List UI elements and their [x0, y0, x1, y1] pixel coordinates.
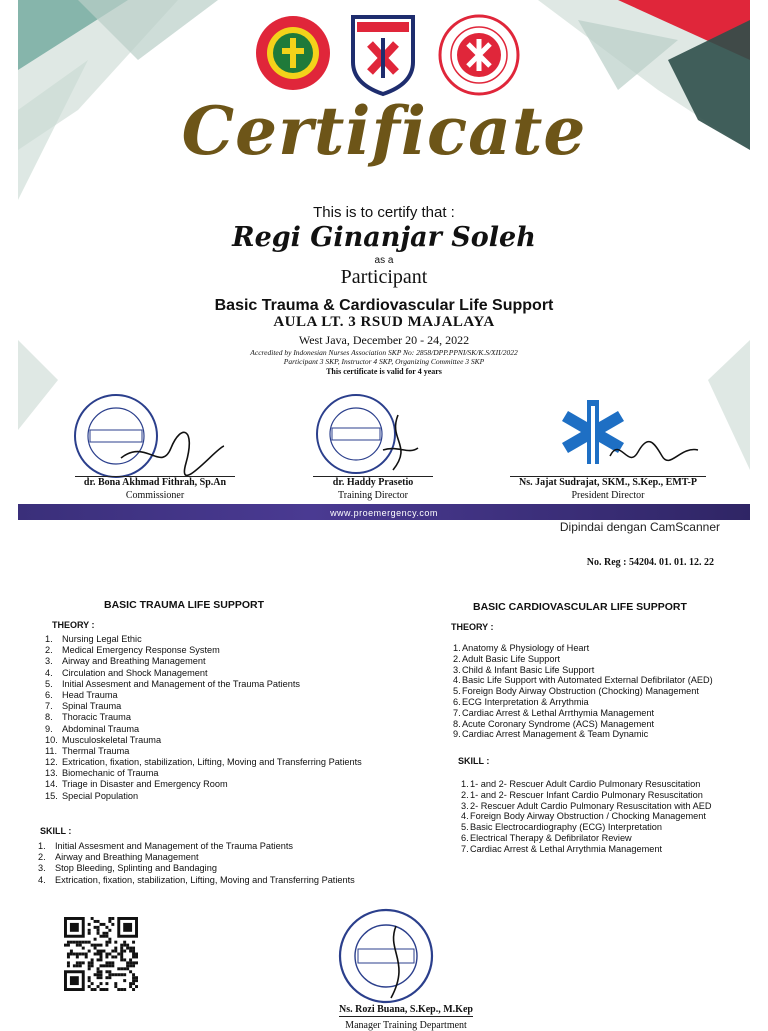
list-item-number: 9.: [45, 723, 53, 734]
list-item-text: Cardiac Arrest & Lethal Arrythmia Management: [470, 843, 663, 854]
list-item-number: 2.: [45, 645, 53, 656]
pro-emergency-foundation-logo: [438, 14, 520, 96]
signer-name: dr. Bona Akhmad Fithrah, Sp.An: [83, 477, 227, 488]
list-item: [38, 863, 355, 874]
list-item: [453, 729, 713, 740]
list-item-number: 2.: [453, 653, 461, 664]
list-item: [38, 852, 355, 863]
registration-number: No. Reg : 54204. 01. 01. 12. 22: [586, 557, 714, 568]
list-item-text: Thermal Trauma: [62, 745, 130, 756]
bcls-skill-list: [461, 779, 712, 855]
list-item-text: Airway and Breathing Management: [62, 656, 206, 667]
list-item: [45, 735, 362, 746]
list-item-text: Foreign Body Airway Obstruction (Chocking) Management: [462, 686, 699, 697]
list-item: [45, 712, 362, 723]
list-item: [45, 701, 362, 712]
certificate: [18, 0, 750, 520]
list-item-number: 1.: [45, 634, 53, 644]
list-item: [453, 697, 713, 708]
list-item-number: 5.: [45, 678, 53, 689]
btls-skill-label: SKILL :: [40, 826, 72, 836]
list-item: [45, 757, 362, 768]
list-item-text: Electrical Therapy & Defibrilator Review: [470, 832, 632, 843]
list-item-number: 4.: [461, 811, 469, 822]
list-item: [38, 875, 355, 886]
course-venue: AULA LT. 3 RSUD MAJALAYA: [273, 314, 495, 330]
list-item-text: Extrication, fixation, stabilization, Lifting, Moving and Transferring Patients: [55, 874, 355, 885]
list-item-number: 4.: [453, 675, 461, 686]
list-item-number: 3.: [45, 656, 53, 667]
list-item-number: 2.: [461, 789, 469, 800]
qr-code: [64, 917, 138, 991]
list-item-text: Triage in Disaster and Emergency Room: [62, 779, 228, 790]
list-item-number: 4.: [45, 667, 53, 678]
list-item-number: 5.: [453, 686, 461, 697]
list-item-number: 12.: [45, 757, 58, 768]
signer-name: Ns. Jajat Sudrajat, SKM., S.Kep., EMT-P: [519, 477, 697, 488]
btls-theory-label: THEORY :: [52, 620, 95, 630]
manager-name: Ns. Rozi Buana, S.Kep., M.Kep: [339, 1004, 473, 1015]
list-item-number: 6.: [461, 832, 469, 843]
list-item: [45, 679, 362, 690]
list-item-number: 3.: [453, 664, 461, 675]
list-item-text: Musculoskeletal Trauma: [62, 734, 162, 745]
certify-statement: This is to certify that :: [313, 204, 455, 221]
list-item: [461, 844, 712, 855]
bcls-skill-label: SKILL :: [458, 756, 490, 766]
training-director-signature: [368, 410, 428, 480]
scanner-watermark: Dipindai dengan CamScanner: [559, 520, 720, 534]
certificate-title: Certificate: [181, 92, 587, 170]
accreditation-line-1: Accredited by Indonesian Nurses Association SKP No: 2858/DPP.PPNI/SK/K.S/XII/2022: [250, 348, 518, 357]
logo-row: [18, 14, 750, 104]
signer-title: President Director: [571, 490, 645, 501]
list-item: [453, 719, 713, 730]
list-item-text: Abdominal Trauma: [62, 723, 140, 734]
list-item-text: Anatomy & Physiology of Heart: [462, 643, 590, 653]
commissioner-signature: [116, 418, 226, 478]
list-item: [45, 768, 362, 779]
list-item-text: 2- Rescuer Adult Cardio Pulmonary Resuscitation with AED: [470, 800, 712, 811]
list-item: [45, 668, 362, 679]
list-item: [45, 634, 362, 645]
btls-title: BASIC TRAUMA LIFE SUPPORT: [104, 599, 265, 611]
list-item-number: 1.: [38, 841, 46, 851]
list-item-number: 1.: [453, 643, 461, 653]
signer-president-director: [508, 476, 708, 501]
course-name: Basic Trauma & Cardiovascular Life Support: [214, 297, 554, 314]
list-item: [45, 645, 362, 656]
list-item: [461, 779, 712, 790]
list-item-text: Acute Coronary Syndrome (ACS) Management: [462, 718, 654, 729]
list-item: [461, 801, 712, 812]
list-item-text: Cardiac Arrest & Lethal Arrthymia Management: [462, 707, 655, 718]
manager-training-stamp: [336, 906, 436, 1006]
list-item-number: 11.: [45, 745, 58, 756]
list-item-number: 5.: [461, 822, 469, 833]
list-item-number: 9.: [453, 729, 461, 740]
list-item-text: Basic Electrocardiography (ECG) Interpretation: [470, 822, 662, 833]
list-item: [453, 708, 713, 719]
list-item-text: Circulation and Shock Management: [62, 667, 208, 678]
bcls-theory-label: THEORY :: [451, 622, 494, 632]
recipient-name: Regi Ginanjar Soleh: [232, 222, 536, 253]
list-item-number: 3.: [461, 800, 469, 811]
list-item: [453, 654, 713, 665]
list-item-text: Biomechanic of Trauma: [62, 768, 159, 779]
list-item-text: Foreign Body Airway Obstruction / Chocking Management: [470, 811, 706, 822]
list-item-text: ECG Interpretation & Arrythmia: [462, 696, 589, 707]
list-item-number: 8.: [45, 712, 53, 723]
bcls-theory-list: [453, 643, 713, 740]
list-item: [461, 833, 712, 844]
list-item: [453, 686, 713, 697]
course-place-date: West Java, December 20 - 24, 2022: [298, 333, 470, 347]
list-item-text: Airway and Breathing Management: [55, 852, 199, 863]
list-item-text: Child & Infant Basic Life Support: [462, 664, 595, 675]
list-item-text: Nursing Legal Ethic: [62, 634, 142, 644]
list-item-text: 1- and 2- Rescuer Adult Cardio Pulmonary Resuscitation: [470, 779, 701, 789]
btls-theory-list: [45, 634, 362, 802]
list-item-number: 6.: [45, 689, 53, 700]
list-item: [45, 724, 362, 735]
footer-url: www.proemergency.com: [330, 508, 438, 518]
list-item: [45, 779, 362, 790]
list-item-number: 8.: [453, 718, 461, 729]
list-item-text: Special Population: [62, 790, 139, 801]
list-item-text: Basic Life Support with Automated External Defibrilator (AED): [462, 675, 713, 686]
signer-name: dr. Haddy Prasetio: [332, 477, 414, 488]
list-item-text: Initial Assesment and Management of the Trauma Patients: [62, 678, 300, 689]
list-item: [45, 746, 362, 757]
list-item: [453, 643, 713, 654]
list-item: [45, 690, 362, 701]
as-a-label: as a: [374, 255, 394, 266]
list-item-number: 14.: [45, 779, 58, 790]
list-item-number: 2.: [38, 852, 46, 863]
list-item-number: 13.: [45, 768, 58, 779]
manager-signer: [306, 999, 506, 1031]
list-item-number: 7.: [453, 707, 461, 718]
list-item: [461, 811, 712, 822]
list-item-text: Head Trauma: [62, 689, 118, 700]
list-item-number: 4.: [38, 874, 46, 885]
btls-skill-list: [38, 841, 355, 886]
validity-note: This certificate is valid for 4 years: [326, 367, 442, 376]
list-item-number: 6.: [453, 696, 461, 707]
bcls-title: BASIC CARDIOVASCULAR LIFE SUPPORT: [473, 601, 687, 613]
list-item-number: 7.: [45, 701, 53, 712]
list-item: [453, 665, 713, 676]
signer-training-director: [308, 476, 438, 501]
signer-title: Commissioner: [125, 490, 185, 501]
recipient-role: Participant: [340, 266, 428, 288]
signer-commissioner: [70, 476, 240, 501]
list-item: [45, 791, 362, 802]
list-item-text: Adult Basic Life Support: [462, 653, 561, 664]
list-item-text: Spinal Trauma: [62, 701, 122, 712]
list-item: [461, 822, 712, 833]
list-item-text: Stop Bleeding, Splinting and Bandaging: [55, 863, 217, 874]
list-item: [45, 656, 362, 667]
manager-title: Manager Training Department: [345, 1020, 467, 1031]
list-item-number: 7.: [461, 843, 469, 854]
accreditation-line-2: Participant 3 SKP, Instructor 4 SKP, Organizing Committee 3 SKP: [283, 356, 485, 366]
list-item-text: Initial Assesment and Management of the Trauma Patients: [55, 841, 293, 851]
list-item-text: Thoracic Trauma: [62, 712, 131, 723]
list-item-number: 3.: [38, 863, 46, 874]
list-item: [453, 675, 713, 686]
list-item-text: Extrication, fixation, stabilization, Lifting, Moving and Transferring Patients: [62, 757, 362, 768]
list-item: [461, 790, 712, 801]
list-item-number: 1.: [461, 779, 469, 789]
list-item-number: 10.: [45, 734, 58, 745]
list-item-text: Medical Emergency Response System: [62, 645, 220, 656]
list-item-text: Cardiac Arrest Management & Team Dynamic: [462, 729, 649, 740]
pro-emergency-shield: [350, 14, 416, 96]
ppni-logo: [254, 14, 332, 92]
accreditation-info: [18, 349, 750, 366]
list-item-text: 1- and 2- Rescuer Infant Cardio Pulmonary Resuscitation: [470, 789, 703, 800]
signer-title: Training Director: [338, 490, 408, 501]
list-item-number: 15.: [45, 790, 58, 801]
list-item: [38, 841, 355, 852]
president-director-signature: [606, 430, 702, 474]
